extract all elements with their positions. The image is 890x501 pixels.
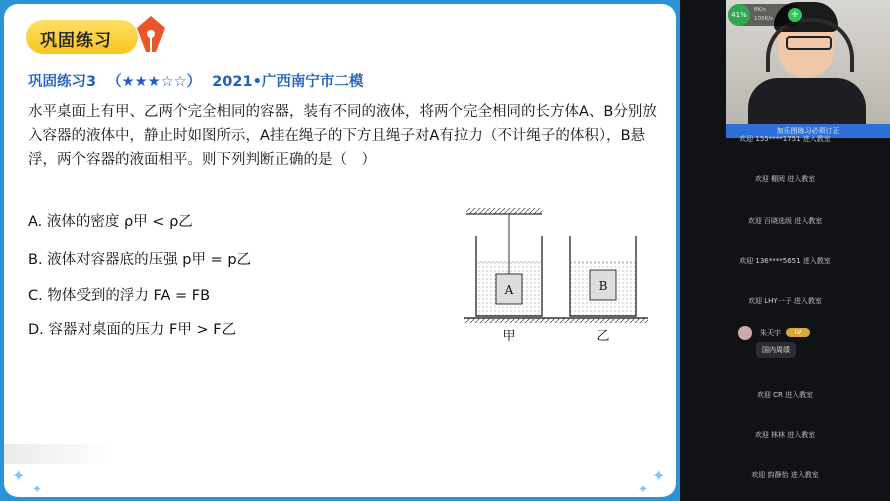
option-d: D. 容器对桌面的压力 F甲 > F乙 (28, 322, 237, 338)
slide-bottom-fade (4, 444, 114, 464)
section-badge-label: 巩固练习 (40, 31, 112, 51)
level-badge: LV (786, 328, 810, 337)
sparkle-icon: ✦ (652, 466, 666, 485)
teacher-shirt (748, 78, 866, 124)
chat-message: 欢迎 155****1751 进入教室 (739, 135, 831, 143)
sparkle-icon: ✦ (638, 482, 649, 496)
add-button[interactable]: + (788, 8, 802, 22)
chat-message: 欢迎 韵静怡 进入教室 (751, 471, 819, 479)
exercise-label: 巩固练习3 (28, 74, 97, 90)
chat-message: 欢迎 百晓选级 进入教室 (747, 217, 823, 225)
sparkle-icon: ✦ (12, 466, 26, 485)
upload-rate: 8K/s (754, 7, 766, 13)
question-text: 水平桌面上有甲、乙两个完全相同的容器，装有不同的液体，将两个完全相同的长方体A、B分别放入容器的液体中，静止时如图所示，A挂在绳子的下方且绳子对A有拉力（不计绳子的体积），B悬浮，两个容器的液面相平。则下列判断正确的是（ ） (28, 104, 657, 168)
option-a: A. 液体的密度 ρ甲 < ρ乙 (28, 214, 193, 230)
chat-username: 朱天宇 (760, 329, 781, 337)
section-badge (26, 20, 138, 54)
exercise-source: 2021•广西南宁市二模 (212, 74, 364, 90)
network-stats (728, 4, 802, 26)
chat-message: 欢迎 136****5651 进入教室 (739, 257, 831, 265)
download-rate: 105K/s (754, 16, 773, 22)
option-c: C. 物体受到的浮力 FA = FB (28, 288, 211, 304)
slide-card (4, 4, 676, 497)
chat-message: 欢迎 林林 进入教室 (754, 431, 816, 439)
live-sidebar (680, 0, 890, 501)
chat-message: 欢迎 棚阅 进入教室 (754, 175, 816, 183)
exercise-title (28, 70, 369, 91)
pen-nib-icon (134, 14, 168, 54)
chat-message: 欢迎 CR 进入教室 (756, 391, 814, 399)
option-b: B. 液体对容器底的压强 p甲 = p乙 (28, 252, 252, 268)
container-label-yi: 乙 (596, 329, 610, 344)
sparkle-icon: ✦ (32, 482, 43, 496)
avatar (738, 326, 752, 340)
cpu-usage: 41% (728, 4, 750, 26)
container-label-jia: 甲 (502, 329, 516, 344)
announcement-banner: 加乐图练习必须订正 (726, 124, 890, 138)
difficulty-stars: （★★★☆☆） (107, 74, 202, 90)
chat-message: 欢迎 LHY一子 进入教室 (748, 297, 822, 305)
containers-diagram (462, 206, 652, 346)
block-b-label: B (598, 279, 608, 293)
teacher-video (726, 0, 890, 124)
chat-bubble: 国内周绩 (756, 342, 796, 358)
block-a-label: A (504, 283, 514, 297)
